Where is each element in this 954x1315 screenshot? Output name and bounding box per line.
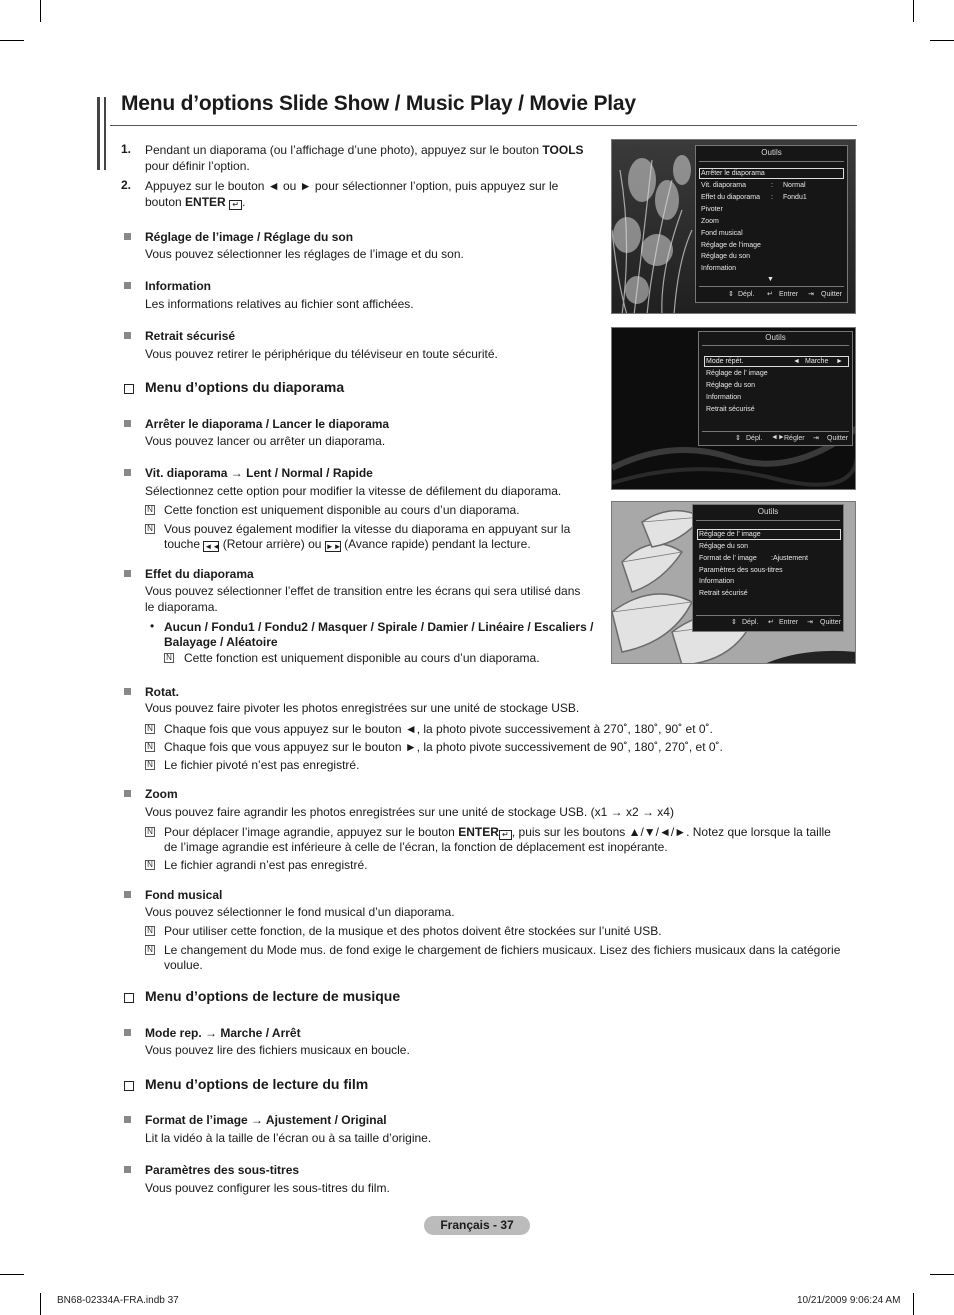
item-desc: Vous pouvez sélectionner le fond musical d’un diaporama.: [145, 905, 455, 919]
fast-forward-icon: ►►: [325, 542, 342, 551]
item-title: Information: [145, 279, 211, 293]
item-desc: Vous pouvez retirer le périphérique du téléviseur en toute sécurité.: [145, 347, 498, 361]
menu-divider: [696, 520, 840, 521]
menu-item[interactable]: Réglage de l’ image: [699, 531, 761, 538]
tools-menu-panel: [692, 504, 844, 632]
crop-mark: [930, 40, 954, 41]
exit-icon: ⇥: [808, 291, 814, 298]
section-checkbox-icon: [124, 993, 134, 1003]
note-text: touche ◄◄ (Retour arrière) ou ►► (Avance rapide) pendant la lecture.: [164, 537, 531, 551]
music-tools-screenshot: [611, 327, 856, 490]
item-desc: Vous pouvez faire pivoter les photos enregistrées sur une unité de stockage USB.: [145, 701, 580, 715]
item-desc: Vous pouvez configurer les sous-titres du film.: [145, 1181, 390, 1195]
title-divider: [110, 125, 857, 126]
item-marker: [124, 282, 131, 289]
page-title: Menu d’options Slide Show / Music Play / Movie Play: [121, 92, 636, 115]
menu-item[interactable]: Paramètres des sous-titres: [699, 567, 783, 574]
item-marker: [124, 1029, 131, 1036]
step-number: 2.: [121, 178, 132, 192]
print-date: 10/21/2009 9:06:24 AM: [797, 1295, 901, 1306]
section-heading: Menu d’options de lecture de musique: [145, 988, 401, 1004]
note-icon: N: [145, 724, 155, 734]
item-marker: [124, 469, 131, 476]
item-title: Paramètres des sous-titres: [145, 1163, 300, 1177]
page-number: Français - 37: [424, 1216, 530, 1235]
menu-item[interactable]: Information: [699, 578, 735, 585]
section-heading: Menu d’options de lecture du film: [145, 1076, 369, 1092]
menu-item-separator: :: [771, 194, 773, 201]
item-desc: Lit la vidéo à la taille de l’écran ou à sa taille d’origine.: [145, 1131, 432, 1145]
item-marker: [124, 891, 131, 898]
item-marker: [124, 332, 131, 339]
tools-menu-title: Outils: [757, 507, 779, 516]
note-icon: N: [145, 827, 155, 837]
item-title: Rotat.: [145, 685, 179, 699]
enter-icon: ↵: [767, 291, 773, 298]
rewind-icon: ◄◄: [204, 542, 221, 551]
menu-divider: [699, 161, 844, 162]
adjust-icon: ◄►: [771, 434, 785, 441]
item-marker: [124, 1166, 131, 1173]
section-checkbox-icon: [124, 384, 134, 394]
menu-item[interactable]: Zoom: [701, 218, 719, 225]
menu-divider: [699, 286, 844, 287]
tools-menu-title: Outils: [765, 333, 786, 342]
move-icon: ⇕: [735, 435, 741, 442]
note-icon: N: [145, 926, 155, 936]
item-desc: Vous pouvez sélectionner les réglages de l’image et du son.: [145, 247, 464, 261]
item-desc: le diaporama.: [145, 600, 218, 614]
enter-icon: ↵: [499, 830, 512, 840]
note-icon: N: [145, 505, 155, 515]
item-desc: Les informations relatives au fichier sont affichées.: [145, 297, 414, 311]
menu-item[interactable]: Information: [701, 265, 737, 272]
movie-tools-screenshot: [611, 501, 856, 664]
item-desc: Vous pouvez faire agrandir les photos enregistrées sur une unité de stockage USB. (x1 → x2 → x4): [145, 805, 674, 819]
menu-item-value: Normal: [783, 182, 806, 189]
item-title: Effet du diaporama: [145, 567, 254, 581]
item-title: Zoom: [145, 787, 178, 801]
step-number: 1.: [121, 142, 132, 156]
menu-divider: [702, 345, 849, 346]
note-icon: N: [145, 760, 155, 770]
menu-divider: [702, 431, 849, 432]
crop-mark: [913, 0, 914, 22]
section-heading: Menu d’options du diaporama: [145, 379, 345, 395]
tools-menu-panel: [695, 145, 848, 303]
item-title: Format de l’image → Ajustement / Original: [145, 1113, 387, 1127]
note-text: de l’image agrandie est inférieure à celle de l’écran, la fonction de déplacement est inopérante.: [164, 840, 668, 854]
footer-exit-label: Quitter: [821, 291, 843, 298]
footer-move-label: Dépl.: [746, 435, 763, 442]
footer-enter-label: Entrer: [779, 619, 799, 626]
crop-mark: [930, 1274, 954, 1275]
item-title: Réglage de l’image / Réglage du son: [145, 230, 354, 244]
item-marker: [124, 420, 131, 427]
footer-adjust-label: Régler: [784, 435, 805, 442]
note-text: Le fichier agrandi n’est pas enregistré.: [164, 858, 368, 872]
tools-menu-title: Outils: [761, 148, 782, 157]
note-text: Cette fonction est uniquement disponible au cours d’un diaporama.: [184, 651, 540, 665]
item-title: Arrêter le diaporama / Lancer le diaporama: [145, 417, 390, 431]
effect-options: Aucun / Fondu1 / Fondu2 / Masquer / Spirale / Damier / Linéaire / Escaliers /: [164, 620, 594, 634]
note-icon: N: [145, 742, 155, 752]
note-text: voulue.: [164, 958, 203, 972]
menu-item[interactable]: Retrait sécurisé: [699, 590, 748, 597]
item-desc: Vous pouvez lire des fichiers musicaux en boucle.: [145, 1043, 410, 1057]
item-desc: Vous pouvez lancer ou arrêter un diaporama.: [145, 434, 386, 448]
menu-item[interactable]: Réglage du son: [706, 382, 756, 389]
scroll-down-icon[interactable]: ▼: [767, 276, 774, 283]
note-text: Pour déplacer l’image agrandie, appuyez sur le bouton ENTER ↵ , puis sur les boutons ▲/▼/◄/►. Notez que lorsque la taille: [164, 825, 831, 839]
move-icon: ⇕: [731, 619, 737, 626]
note-icon: N: [164, 653, 174, 663]
note-text: Cette fonction est uniquement disponible au cours d’un diaporama.: [164, 503, 520, 517]
menu-item[interactable]: Vit. diaporama: [701, 182, 747, 189]
menu-item[interactable]: Information: [706, 394, 742, 401]
menu-divider: [696, 615, 840, 616]
crop-mark: [40, 1293, 41, 1315]
menu-item[interactable]: Réglage de l’image: [701, 242, 761, 249]
section-checkbox-icon: [124, 1081, 134, 1091]
footer-move-label: Dépl.: [742, 619, 759, 626]
note-icon: N: [145, 524, 155, 534]
note-icon: N: [145, 860, 155, 870]
menu-item[interactable]: Fond musical: [701, 230, 743, 237]
menu-item[interactable]: Mode répét.: [706, 358, 744, 365]
crop-mark: [40, 0, 41, 22]
exit-icon: ⇥: [807, 619, 813, 626]
crop-mark: [0, 40, 24, 41]
note-text: Le fichier pivoté n’est pas enregistré.: [164, 758, 360, 772]
note-text: Le changement du Mode mus. de fond exige le chargement de fichiers musicaux. Lisez des fichiers musicaux dans la catégorie: [164, 943, 841, 957]
footer-enter-label: Entrer: [779, 291, 799, 298]
step-text: Appuyez sur le bouton ◄ ou ► pour sélectionner l’option, puis appuyez sur le bouton ENTER ↵ .: [145, 179, 559, 209]
item-desc: Vous pouvez sélectionner l’effet de transition entre les écrans qui sera utilisé dans: [145, 584, 581, 598]
menu-item[interactable]: Réglage du son: [699, 543, 749, 550]
crop-mark: [913, 1293, 914, 1315]
value-left-arrow[interactable]: ◄: [793, 358, 800, 365]
menu-item-value: :Ajustement: [771, 555, 808, 562]
step-text: Pendant un diaporama (ou l’affichage d’une photo), appuyez sur le bouton TOOLS pour définir l’option.: [145, 143, 584, 173]
title-bar: [104, 97, 106, 170]
menu-item[interactable]: Effet du diaporama: [701, 194, 761, 201]
footer-exit-label: Quitter: [820, 619, 842, 626]
note-text: Chaque fois que vous appuyez sur le bouton ►, la photo pivote successivement de 90˚, 180˚, 270˚, et 0˚.: [164, 740, 723, 754]
effect-options: Balayage / Aléatoire: [164, 635, 278, 649]
enter-icon: ↵: [768, 619, 774, 626]
note-icon: N: [145, 945, 155, 955]
enter-icon: ↵: [229, 200, 242, 210]
item-title: Fond musical: [145, 888, 223, 902]
menu-item[interactable]: Format de l’ image: [699, 555, 757, 562]
title-bar: [97, 97, 100, 170]
exit-icon: ⇥: [813, 435, 819, 442]
item-title: Vit. diaporama → Lent / Normal / Rapide: [145, 466, 373, 480]
move-icon: ⇕: [728, 291, 734, 298]
crop-mark: [0, 1274, 24, 1275]
menu-item[interactable]: Réglage de l’ image: [706, 370, 768, 377]
note-text: Chaque fois que vous appuyez sur le bouton ◄, la photo pivote successivement à 270˚, 180˚, 90˚ et 0˚.: [164, 722, 713, 736]
value-right-arrow[interactable]: ►: [836, 358, 843, 365]
slideshow-tools-screenshot: [611, 139, 856, 314]
item-desc: Sélectionnez cette option pour modifier la vitesse de défilement du diaporama.: [145, 484, 562, 498]
item-marker: [124, 688, 131, 695]
menu-item[interactable]: Réglage du son: [701, 253, 751, 260]
menu-item-value: Fondu1: [783, 194, 807, 201]
menu-item-separator: :: [771, 182, 773, 189]
menu-item[interactable]: Pivoter: [701, 206, 723, 213]
footer-move-label: Dépl.: [738, 291, 755, 298]
note-text: Vous pouvez également modifier la vitesse du diaporama en appuyant sur la: [164, 522, 571, 536]
item-marker: [124, 570, 131, 577]
note-text: Pour utiliser cette fonction, de la musique et des photos doivent être stockées sur l’unité USB.: [164, 924, 662, 938]
item-title: Retrait sécurisé: [145, 329, 236, 343]
menu-item[interactable]: Retrait sécurisé: [706, 406, 755, 413]
item-marker: [124, 790, 131, 797]
menu-item[interactable]: Arrêter le diaporama: [701, 170, 765, 177]
item-marker: [124, 233, 131, 240]
menu-item-value: Marche: [805, 358, 829, 365]
item-marker: [124, 1116, 131, 1123]
footer-exit-label: Quitter: [827, 435, 849, 442]
tools-menu-panel: [698, 331, 853, 446]
bullet: •: [150, 619, 155, 633]
item-title: Mode rep. → Marche / Arrêt: [145, 1026, 301, 1040]
print-file-name: BN68-02334A-FRA.indb 37: [57, 1295, 179, 1306]
